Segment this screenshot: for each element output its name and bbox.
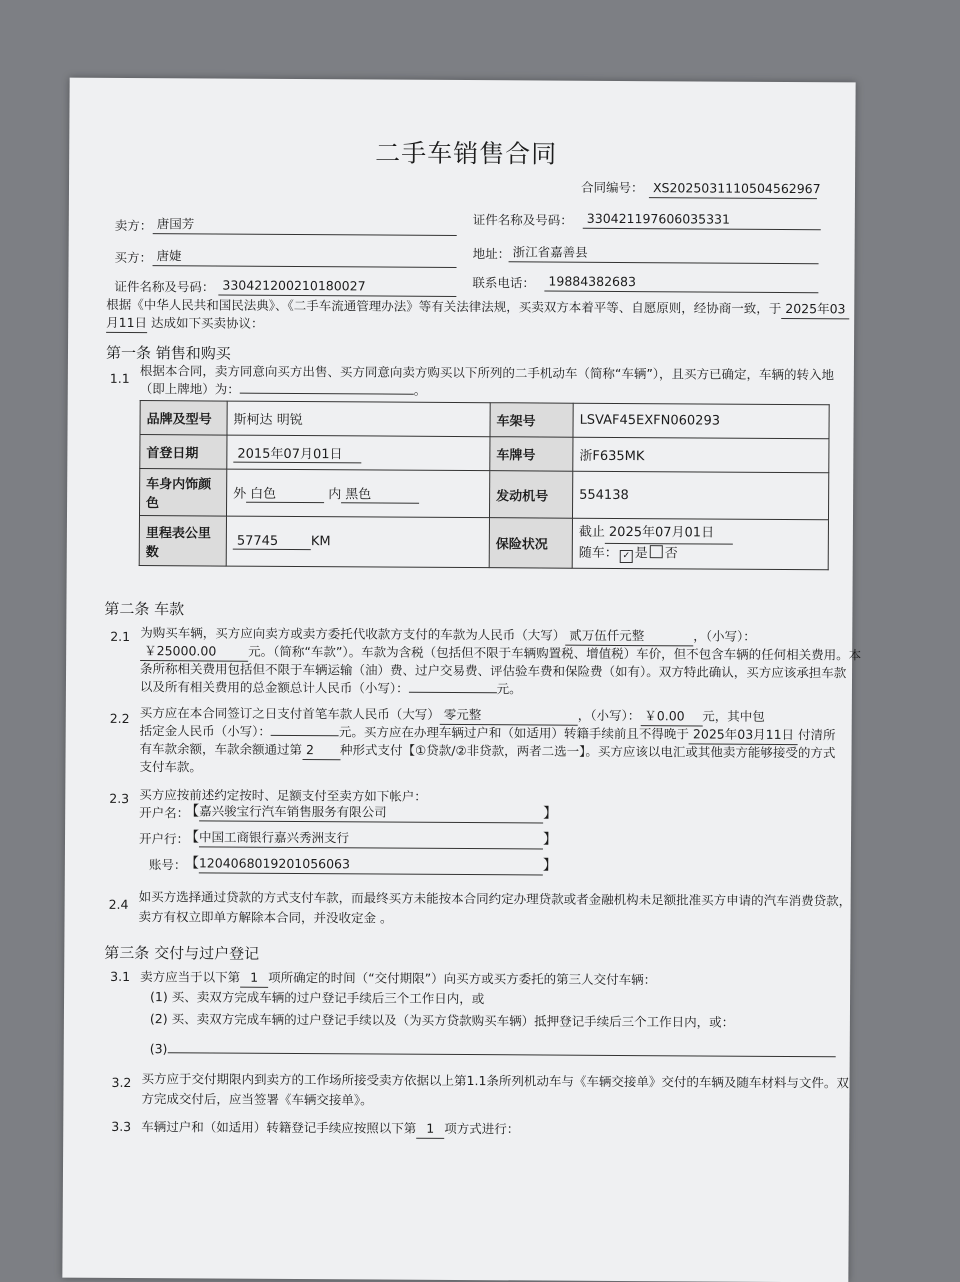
document-title: 二手车销售合同 bbox=[375, 138, 558, 169]
buyer-id-value: 330421200210180027 bbox=[218, 277, 456, 297]
clause-3-2-number: 3.2 bbox=[111, 1074, 132, 1091]
mileage-cell: 57745 KM bbox=[226, 516, 489, 568]
vin-label: 车架号 bbox=[490, 403, 573, 438]
account-no-row: 【1204068019201056063 】 bbox=[184, 855, 557, 874]
clause-2-3-number: 2.3 bbox=[109, 790, 130, 806]
clause-2-1-number: 2.1 bbox=[110, 628, 131, 644]
seller-id-label: 证件名称及号码： bbox=[472, 212, 573, 228]
vin-value: LSVAF45EXFN060293 bbox=[573, 403, 829, 439]
sign-date-part2: 月11日 bbox=[106, 314, 147, 333]
clause-2-3-text: 买方应按前述约定按时、足额支付至卖方如下帐户： bbox=[139, 787, 427, 804]
insurance-date: 2025年07月01日 bbox=[605, 523, 733, 545]
clause-3-3-number: 3.3 bbox=[111, 1118, 132, 1135]
mileage-value: 57745 bbox=[233, 533, 311, 549]
seller-label: 卖方： bbox=[114, 217, 153, 234]
transfer-option: 1 bbox=[416, 1120, 444, 1139]
vehicle-table bbox=[139, 400, 830, 570]
account-name-label: 开户名： bbox=[139, 805, 190, 821]
clause-3-1-item1: (1) 买、卖双方完成车辆的过户登记手续后三个工作日内，或 bbox=[150, 989, 485, 1007]
exterior-color: 白色 bbox=[246, 483, 324, 503]
insurance-cell: 截止 2025年07月01日 随车： ✓ 是 否 bbox=[572, 518, 828, 570]
clause-3-1-item3: (3) bbox=[150, 1040, 836, 1062]
clause-2-2-line2: 括定金人民币（小写）： 元。买方应在办理车辆过户和（如适用）转籍手续前且不得晚于 2025年03月11日 付清所 bbox=[140, 722, 836, 745]
engine-label: 发动机号 bbox=[489, 471, 572, 519]
clause-2-4-line2: 卖方有权立即单方解除本合同，并没收定金 。 bbox=[138, 909, 393, 926]
interior-color: 黑色 bbox=[341, 483, 419, 503]
clause-2-4-line1: 如买方选择通过贷款的方式支付车款，而最终买方未能按本合同约定办理贷款或者金融机构未足额批准买方申请的汽车消费贷款， bbox=[138, 889, 852, 909]
clause-2-2-line1: 买方应在本合同签订之日支付首笔车款人民币（大写） 零元整 ，（小写）： ￥0.00 元，其中包 bbox=[140, 704, 765, 727]
bank-row: 【中国工商银行嘉兴秀洲支行 】 bbox=[184, 829, 558, 848]
color-cell: 外 白色 内 黑色 bbox=[226, 469, 489, 518]
clause-2-1-line4: 以及所有相关费用的总金额总计人民币（小写）： 元。 bbox=[139, 679, 522, 697]
first-reg-value: 2015年07月01日 bbox=[233, 442, 361, 463]
sign-date-part1: 2025年03 bbox=[781, 300, 849, 319]
buyer-name: 唐婕 bbox=[153, 247, 457, 268]
clause-2-2-line3: 有车款余额，车款余额通过第 2 种形式支付【①贷款/②非贷款，两者二选一】。买方应该以电汇或其他卖方能够接受的方式 bbox=[139, 741, 836, 761]
account-no-label: 账号： bbox=[148, 857, 187, 873]
clause-1-1-line2: （即上牌地）为： 。 bbox=[139, 381, 427, 398]
contract-number-value: XS2025031110504562967 bbox=[649, 179, 817, 199]
clause-2-2-number: 2.2 bbox=[109, 710, 130, 726]
clause-1-1-text: 根据本合同，卖方同意向买方出售、买方同意向卖方购买以下所列的二手机动车（简称“车辆”），且买方已确定，车辆的转入地 bbox=[139, 363, 835, 383]
mileage-label: 里程表公里数 bbox=[139, 516, 226, 567]
buyer-id-label: 证件名称及号码： bbox=[114, 278, 215, 295]
section-3-heading: 第三条 交付与过户登记 bbox=[104, 943, 260, 963]
address-value: 浙江省嘉善县 bbox=[509, 243, 819, 264]
delivery-option: 1 bbox=[240, 969, 268, 988]
bank-label: 开户行： bbox=[138, 831, 190, 847]
phone-value: 19884382683 bbox=[544, 273, 818, 294]
transfer-deadline: 2025年03月11日 bbox=[689, 725, 798, 745]
clause-1-1-number: 1.1 bbox=[109, 370, 130, 386]
clause-3-1-line1: 卖方应当于以下第 1 项所确定的时间（“交付期限”）向买方或买方委托的第三人交付车辆： bbox=[140, 969, 657, 988]
section-2-heading: 第二条 车款 bbox=[104, 599, 185, 619]
clause-3-1-item2: (2) 买、卖双方完成车辆的过户登记手续以及（为买方贷款购买车辆）抵押登记手续后三个工作日内，或： bbox=[149, 1011, 735, 1030]
account-name-row: 【嘉兴骏宝行汽车销售服务有限公司 】 bbox=[185, 803, 558, 822]
payment-method: 2 bbox=[302, 741, 340, 760]
clause-2-1-line2: ￥25000.00 元。（简称“车款”）。车款为含税（包括但不限于车辆购置税、增值税）车价，但不包含车辆的任何相关费用。本 bbox=[140, 642, 861, 665]
bank-name: 中国工商银行嘉兴秀洲支行 bbox=[199, 828, 543, 849]
preamble-line-2: 月11日 达成如下买卖协议： bbox=[106, 314, 264, 334]
insurance-label: 保险状况 bbox=[489, 518, 572, 569]
phone-label: 联系电话： bbox=[472, 275, 535, 291]
down-payment-lower: ￥0.00 bbox=[640, 707, 702, 726]
address-label: 地址： bbox=[472, 246, 511, 262]
clause-3-3-text: 车辆过户和（如适用）转籍登记手续应按照以下第 1 项方式进行： bbox=[141, 1118, 519, 1139]
clause-3-2-line1: 买方应于交付期限内到卖方的工作场所接受卖方依据以上第1.1条所列机动车与《车辆交接单》交付的车辆及随车材料与文件。双 bbox=[141, 1071, 849, 1091]
clause-2-4-number: 2.4 bbox=[108, 896, 129, 912]
account-name: 嘉兴骏宝行汽车销售服务有限公司 bbox=[199, 802, 543, 823]
first-reg-cell bbox=[227, 435, 490, 471]
seller-id-value: 330421197606035331 bbox=[583, 210, 821, 230]
section-1-heading: 第一条 销售和购买 bbox=[105, 343, 231, 363]
price-upper: 贰万伍仟元整 bbox=[565, 627, 693, 647]
clause-2-2-line4: 支付车款。 bbox=[139, 759, 203, 775]
checkbox-yes[interactable]: ✓ bbox=[620, 550, 633, 563]
seller-name: 唐国芳 bbox=[153, 215, 457, 236]
checkbox-no[interactable] bbox=[650, 545, 663, 558]
clause-2-1-line3: 条所称相关费用包括但不限于车辆运输（油）费、过户交易费、评估验车费和保险费（如有）。双方特此确认，买方应该承担车款 bbox=[140, 661, 847, 681]
brand-value: 斯柯达 明锐 bbox=[227, 401, 490, 437]
clause-3-2-line2: 方完成交付后，应当签署《车辆交接单》。 bbox=[141, 1091, 373, 1108]
plate-label: 车牌号 bbox=[490, 437, 573, 472]
price-lower: ￥25000.00 bbox=[140, 642, 248, 662]
engine-value: 554138 bbox=[572, 471, 828, 520]
buyer-label: 买方： bbox=[114, 249, 153, 266]
account-no: 1204068019201056063 bbox=[199, 854, 543, 875]
brand-label: 品牌及型号 bbox=[140, 401, 227, 436]
plate-value: 浙F635MK bbox=[573, 437, 829, 473]
first-reg-label: 首登日期 bbox=[140, 435, 227, 470]
contract-number-label: 合同编号： bbox=[580, 179, 644, 196]
down-payment-upper: 零元整 bbox=[440, 706, 578, 726]
color-label: 车身内饰颜色 bbox=[139, 469, 226, 517]
contract-page bbox=[62, 78, 862, 1282]
clause-3-1-number: 3.1 bbox=[110, 968, 131, 984]
preamble-line-1: 根据《中华人民共和国民法典》、《二手车流通管理办法》等有关法律法规，买卖双方本着平等、自愿原则，经协商一致，于 2025年03 bbox=[106, 296, 849, 320]
clause-2-1-line1: 为购买车辆，买方应向卖方或卖方委托代收款方支付的车款为人民币（大写） 贰万伍仟元整 ，（小写）： bbox=[140, 624, 756, 647]
